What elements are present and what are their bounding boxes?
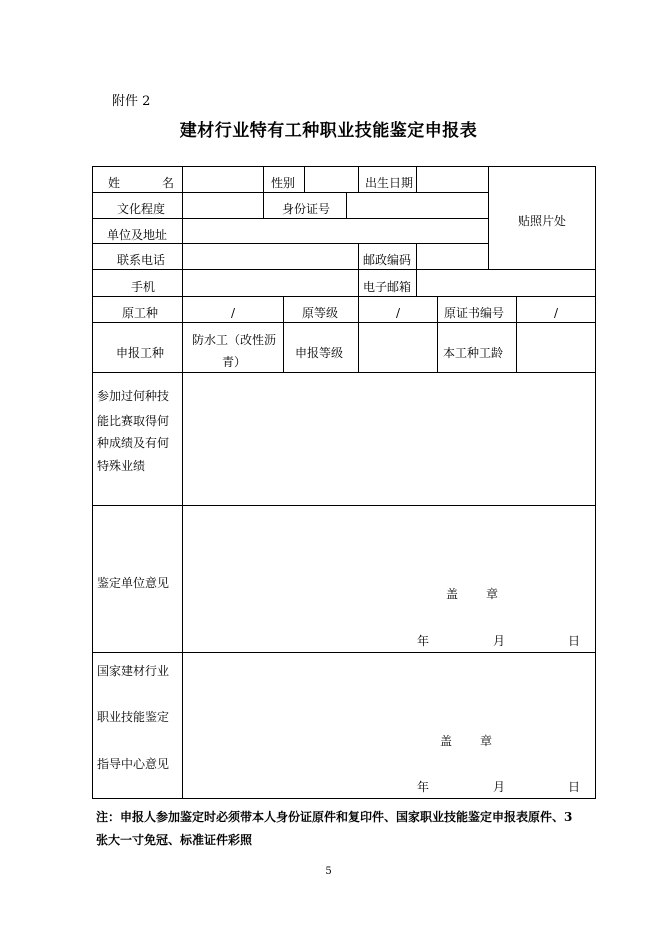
original-trade-value: / [230,306,236,320]
original-trade-label: 原工种 [122,306,159,320]
organization-label: 单位及地址 [107,228,168,242]
center-opinion-label: 职业技能鉴定 [97,710,170,724]
table-border-bottom [92,798,596,799]
postcode-label: 邮政编码 [363,253,412,267]
center-opinion-label: 国家建材行业 [97,664,170,678]
day-label: 日 [568,780,581,794]
footnote-line: 注：申报人参加鉴定时必须带本人身份证原件和复印件、国家职业技能鉴定申报表原件、3 [96,810,573,824]
table-border-right [595,166,596,799]
unit-opinion-label: 鉴定单位意见 [97,576,170,590]
name-field[interactable] [183,167,263,192]
email-label: 电子邮箱 [363,280,412,294]
id-number-field[interactable] [347,193,488,218]
page-title: 建材行业特有工种职业技能鉴定申报表 [179,121,478,141]
education-label: 文化程度 [117,202,166,216]
mobile-field[interactable] [183,270,358,296]
original-level-label: 原等级 [302,306,339,320]
postcode-field[interactable] [417,244,488,269]
day-label: 日 [568,634,581,648]
email-field[interactable] [417,270,595,296]
year-label: 年 [417,780,430,794]
competition-field[interactable] [183,373,595,505]
apply-trade-value: 青） [222,355,247,369]
row-divider [92,652,596,653]
seal-label: 盖 章 [440,734,492,748]
seal-label: 盖 章 [446,587,498,601]
apply-level-field[interactable] [359,323,437,372]
seniority-label: 本工种工龄 [443,346,504,360]
footnote-line: 张大一寸免冠、标准证件彩照 [96,833,253,847]
mobile-label: 手机 [131,280,156,294]
phone-label: 联系电话 [117,253,166,267]
photo-placeholder[interactable]: 贴照片处 [517,214,566,228]
column-divider [263,192,264,218]
column-divider [358,269,359,296]
apply-level-label: 申报等级 [295,346,344,360]
column-divider [283,296,284,372]
education-field[interactable] [183,193,263,218]
month-label: 月 [493,634,506,648]
competition-label: 参加过何种技 [97,389,170,403]
phone-field[interactable] [183,244,358,269]
original-level-value: / [395,306,401,320]
competition-label: 种成绩及有何 [97,436,170,450]
seniority-field[interactable] [517,323,595,372]
row-divider [92,505,596,506]
column-divider [437,296,438,372]
month-label: 月 [493,780,506,794]
original-cert-label: 原证书编号 [444,306,505,320]
gender-label: 性别 [271,176,296,190]
competition-label: 能比赛取得何 [97,414,170,428]
id-number-label: 身份证号 [282,202,331,216]
name-label: 姓 名 [108,176,174,190]
center-opinion-label: 指导中心意见 [97,757,170,771]
original-cert-value: / [553,306,559,320]
page-number: 5 [325,866,332,877]
column-divider [358,243,359,269]
organization-field[interactable] [183,219,488,243]
attachment-label: 附件 2 [112,94,151,109]
year-label: 年 [417,634,430,648]
competition-label: 特殊业绩 [97,459,146,473]
birth-date-label: 出生日期 [365,176,414,190]
column-divider [263,166,264,192]
apply-trade-label: 申报工种 [116,346,165,360]
gender-field[interactable] [305,167,358,192]
table-border-left [92,166,93,799]
column-divider [358,166,359,192]
apply-trade-value: 防水工（改性沥 [192,333,277,347]
footnote [96,806,576,852]
row-divider [92,296,596,297]
birth-date-field[interactable] [417,167,488,192]
